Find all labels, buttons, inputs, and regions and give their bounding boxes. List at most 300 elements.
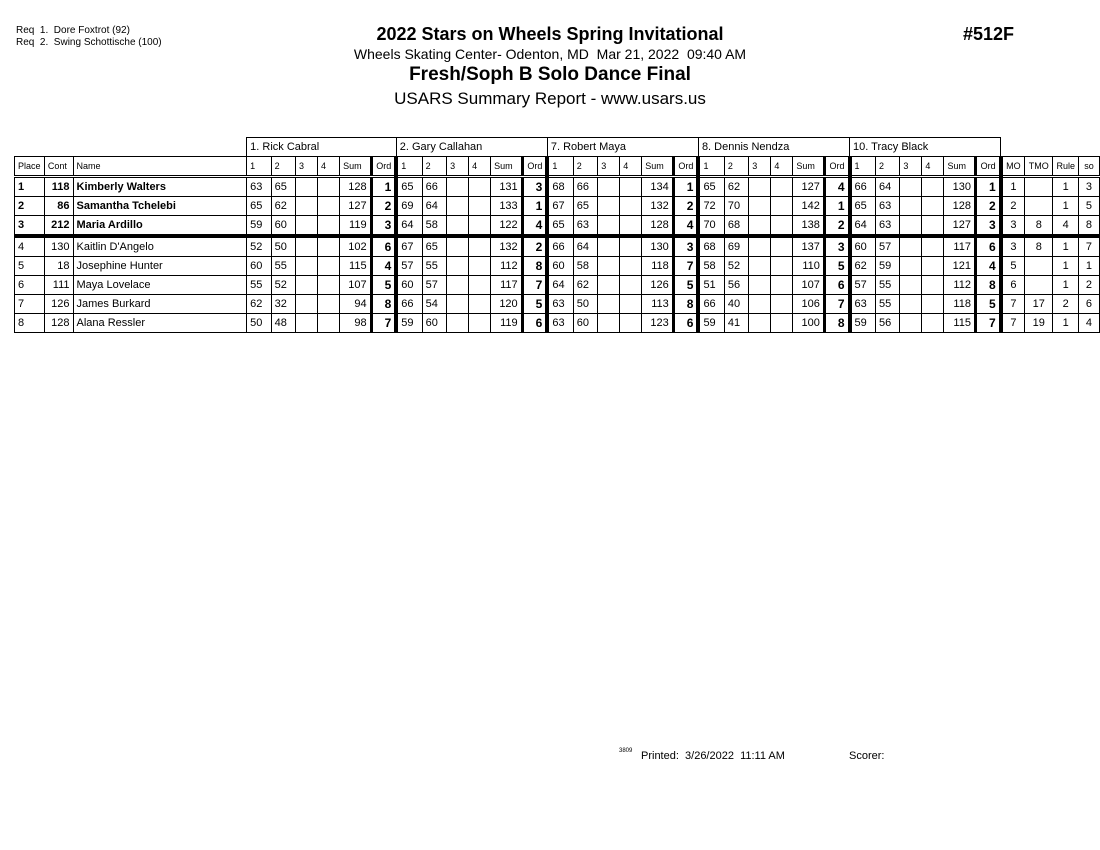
score-sum: 98 — [340, 314, 372, 333]
score: 58 — [422, 216, 446, 237]
score: 41 — [724, 314, 748, 333]
skater-name: Samantha Tchelebi — [73, 197, 247, 216]
score — [469, 177, 491, 197]
contestant-number: 18 — [44, 257, 73, 276]
score: 63 — [547, 314, 573, 333]
score: 48 — [271, 314, 295, 333]
score: 56 — [724, 276, 748, 295]
score: 70 — [698, 216, 724, 237]
score — [900, 177, 922, 197]
score-sum: 142 — [793, 197, 825, 216]
score — [749, 177, 771, 197]
score: 65 — [850, 197, 876, 216]
score — [900, 197, 922, 216]
score — [469, 276, 491, 295]
ordinal: 4 — [371, 257, 396, 276]
score — [318, 216, 340, 237]
so: 6 — [1078, 295, 1099, 314]
score-sum: 128 — [340, 177, 372, 197]
ordinal: 8 — [673, 295, 698, 314]
score: 63 — [547, 295, 573, 314]
score — [318, 197, 340, 216]
score — [469, 314, 491, 333]
score-sum: 102 — [340, 236, 372, 257]
spacer — [15, 138, 247, 157]
judge-name: 2. Gary Callahan — [396, 138, 547, 157]
score — [296, 236, 318, 257]
score — [469, 216, 491, 237]
col-rule: Rule — [1053, 157, 1079, 177]
score: 62 — [724, 177, 748, 197]
tmo: 8 — [1025, 216, 1053, 237]
ordinal: 1 — [975, 177, 1000, 197]
rule: 1 — [1053, 257, 1079, 276]
mo: 2 — [1001, 197, 1025, 216]
ordinal: 6 — [522, 314, 547, 333]
skater-name: Maya Lovelace — [73, 276, 247, 295]
score-sum: 106 — [793, 295, 825, 314]
score: 52 — [271, 276, 295, 295]
score — [296, 295, 318, 314]
ordinal: 7 — [673, 257, 698, 276]
score — [447, 216, 469, 237]
score-sum: 94 — [340, 295, 372, 314]
score — [749, 314, 771, 333]
score: 64 — [547, 276, 573, 295]
col-sum: Sum — [944, 157, 976, 177]
judge-name: 10. Tracy Black — [850, 138, 1001, 157]
ordinal: 6 — [371, 236, 396, 257]
score — [296, 314, 318, 333]
skater-name: Kimberly Walters — [73, 177, 247, 197]
venue-line: Wheels Skating Center- Odenton, MD Mar 21, 2022 09:40 AM — [353, 46, 747, 62]
col-sum: Sum — [491, 157, 523, 177]
column-header-row — [15, 157, 1100, 177]
score-sum: 107 — [793, 276, 825, 295]
score: 63 — [850, 295, 876, 314]
score-sum: 112 — [491, 257, 523, 276]
score: 64 — [573, 236, 597, 257]
score-sum: 115 — [944, 314, 976, 333]
score-sum: 127 — [793, 177, 825, 197]
rule: 1 — [1053, 197, 1079, 216]
rule: 1 — [1053, 276, 1079, 295]
score — [598, 216, 620, 237]
ordinal: 7 — [522, 276, 547, 295]
score: 66 — [422, 177, 446, 197]
col-s4: 4 — [318, 157, 340, 177]
score: 66 — [573, 177, 597, 197]
score-sum: 119 — [491, 314, 523, 333]
score-sum: 126 — [642, 276, 674, 295]
score: 69 — [724, 236, 748, 257]
score — [598, 177, 620, 197]
ordinal: 8 — [824, 314, 849, 333]
ordinal: 1 — [673, 177, 698, 197]
score: 66 — [547, 236, 573, 257]
score: 68 — [724, 216, 748, 237]
contestant-number: 111 — [44, 276, 73, 295]
col-s1: 1 — [396, 157, 422, 177]
score — [296, 216, 318, 237]
score-sum: 110 — [793, 257, 825, 276]
score-sum: 137 — [793, 236, 825, 257]
table-row — [15, 276, 1100, 295]
score — [598, 236, 620, 257]
col-sum: Sum — [340, 157, 372, 177]
score — [620, 276, 642, 295]
score — [469, 236, 491, 257]
ordinal: 3 — [673, 236, 698, 257]
col-s2: 2 — [422, 157, 446, 177]
col-s3: 3 — [900, 157, 922, 177]
score — [620, 257, 642, 276]
ordinal: 4 — [522, 216, 547, 237]
score-sum: 130 — [642, 236, 674, 257]
score: 64 — [396, 216, 422, 237]
ordinal: 6 — [975, 236, 1000, 257]
score: 65 — [247, 197, 271, 216]
contestant-number: 128 — [44, 314, 73, 333]
event-number: #512F — [963, 24, 1015, 44]
mo: 6 — [1001, 276, 1025, 295]
score — [620, 216, 642, 237]
score — [771, 257, 793, 276]
score — [620, 177, 642, 197]
score — [296, 197, 318, 216]
score: 52 — [724, 257, 748, 276]
score: 59 — [247, 216, 271, 237]
score: 72 — [698, 197, 724, 216]
report-title: USARS Summary Report - www.usars.us — [394, 89, 706, 108]
ordinal: 6 — [673, 314, 698, 333]
col-s1: 1 — [850, 157, 876, 177]
score — [620, 295, 642, 314]
tmo — [1025, 177, 1053, 197]
ordinal: 2 — [975, 197, 1000, 216]
scorer-label: Scorer: — [849, 750, 885, 762]
score-sum: 107 — [340, 276, 372, 295]
col-s4: 4 — [771, 157, 793, 177]
score: 54 — [422, 295, 446, 314]
score: 67 — [547, 197, 573, 216]
score — [620, 236, 642, 257]
score — [447, 177, 469, 197]
score: 68 — [547, 177, 573, 197]
skater-name: James Burkard — [73, 295, 247, 314]
mo: 7 — [1001, 295, 1025, 314]
score: 68 — [698, 236, 724, 257]
score — [469, 257, 491, 276]
ordinal: 2 — [673, 197, 698, 216]
so: 3 — [1078, 177, 1099, 197]
col-tmo: TMO — [1025, 157, 1053, 177]
score: 58 — [698, 257, 724, 276]
score: 65 — [422, 236, 446, 257]
score — [771, 314, 793, 333]
mo: 3 — [1001, 216, 1025, 237]
place: 7 — [15, 295, 45, 314]
score: 55 — [875, 276, 899, 295]
col-s1: 1 — [547, 157, 573, 177]
mo: 7 — [1001, 314, 1025, 333]
col-place: Place — [15, 157, 45, 177]
score — [922, 177, 944, 197]
ordinal: 7 — [975, 314, 1000, 333]
score — [749, 236, 771, 257]
score-sum: 133 — [491, 197, 523, 216]
required-dances — [16, 25, 162, 49]
score — [620, 314, 642, 333]
score: 67 — [396, 236, 422, 257]
mo: 1 — [1001, 177, 1025, 197]
score: 56 — [875, 314, 899, 333]
score — [318, 257, 340, 276]
score-sum: 132 — [642, 197, 674, 216]
ordinal: 2 — [371, 197, 396, 216]
score: 60 — [396, 276, 422, 295]
rule: 2 — [1053, 295, 1079, 314]
contestant-number: 86 — [44, 197, 73, 216]
score — [296, 276, 318, 295]
score — [447, 276, 469, 295]
ordinal: 5 — [673, 276, 698, 295]
mo: 5 — [1001, 257, 1025, 276]
judge-name: 7. Robert Maya — [547, 138, 698, 157]
tmo — [1025, 257, 1053, 276]
spacer — [1001, 138, 1100, 157]
col-s1: 1 — [247, 157, 271, 177]
score: 63 — [875, 197, 899, 216]
ordinal: 1 — [824, 197, 849, 216]
score-sum: 122 — [491, 216, 523, 237]
place: 3 — [15, 216, 45, 237]
score — [900, 314, 922, 333]
score: 60 — [422, 314, 446, 333]
score: 57 — [396, 257, 422, 276]
col-cont: Cont — [44, 157, 73, 177]
ordinal: 7 — [824, 295, 849, 314]
score: 62 — [850, 257, 876, 276]
score — [447, 197, 469, 216]
competition-title: 2022 Stars on Wheels Spring Invitational — [376, 24, 724, 44]
place: 8 — [15, 314, 45, 333]
score: 65 — [547, 216, 573, 237]
ordinal: 5 — [371, 276, 396, 295]
score-sum: 131 — [491, 177, 523, 197]
score — [749, 197, 771, 216]
ordinal: 1 — [371, 177, 396, 197]
judge-name: 8. Dennis Nendza — [698, 138, 849, 157]
place: 1 — [15, 177, 45, 197]
skater-name: Alana Ressler — [73, 314, 247, 333]
score: 64 — [422, 197, 446, 216]
score-sum: 118 — [944, 295, 976, 314]
score — [598, 276, 620, 295]
score — [296, 177, 318, 197]
score — [771, 276, 793, 295]
score-sum: 119 — [340, 216, 372, 237]
tmo: 8 — [1025, 236, 1053, 257]
score — [922, 216, 944, 237]
score: 62 — [247, 295, 271, 314]
score — [900, 276, 922, 295]
col-s4: 4 — [469, 157, 491, 177]
score: 65 — [396, 177, 422, 197]
ordinal: 5 — [975, 295, 1000, 314]
ordinal: 3 — [975, 216, 1000, 237]
col-s2: 2 — [271, 157, 295, 177]
score: 40 — [724, 295, 748, 314]
ordinal: 6 — [824, 276, 849, 295]
ordinal: 3 — [824, 236, 849, 257]
col-name: Name — [73, 157, 247, 177]
score-sum: 117 — [491, 276, 523, 295]
event-title: Fresh/Soph B Solo Dance Final — [409, 64, 691, 85]
score — [922, 257, 944, 276]
score — [598, 295, 620, 314]
score-sum: 113 — [642, 295, 674, 314]
results-table — [14, 137, 1100, 333]
ordinal: 4 — [975, 257, 1000, 276]
place: 4 — [15, 236, 45, 257]
so: 1 — [1078, 257, 1099, 276]
score: 52 — [247, 236, 271, 257]
score — [922, 197, 944, 216]
col-s2: 2 — [875, 157, 899, 177]
tmo — [1025, 197, 1053, 216]
rule: 1 — [1053, 314, 1079, 333]
rule: 4 — [1053, 216, 1079, 237]
score — [469, 197, 491, 216]
skater-name: Maria Ardillo — [73, 216, 247, 237]
score — [749, 257, 771, 276]
score: 59 — [396, 314, 422, 333]
tmo: 17 — [1025, 295, 1053, 314]
printed-timestamp: Printed: 3/26/2022 11:11 AM — [641, 750, 785, 762]
score: 55 — [875, 295, 899, 314]
ordinal: 1 — [522, 197, 547, 216]
score: 57 — [422, 276, 446, 295]
score — [318, 236, 340, 257]
score: 65 — [573, 197, 597, 216]
col-s4: 4 — [620, 157, 642, 177]
score-sum: 118 — [642, 257, 674, 276]
score — [922, 236, 944, 257]
score-sum: 128 — [642, 216, 674, 237]
score: 59 — [698, 314, 724, 333]
table-row — [15, 197, 1100, 216]
skater-name: Josephine Hunter — [73, 257, 247, 276]
score: 50 — [573, 295, 597, 314]
score-sum: 121 — [944, 257, 976, 276]
contestant-number: 212 — [44, 216, 73, 237]
score — [598, 314, 620, 333]
score: 50 — [247, 314, 271, 333]
score-sum: 127 — [944, 216, 976, 237]
col-s3: 3 — [296, 157, 318, 177]
score-sum: 123 — [642, 314, 674, 333]
tmo: 19 — [1025, 314, 1053, 333]
ordinal: 8 — [975, 276, 1000, 295]
score: 55 — [271, 257, 295, 276]
score — [447, 295, 469, 314]
col-ord: Ord — [975, 157, 1000, 177]
score — [900, 257, 922, 276]
ordinal: 3 — [371, 216, 396, 237]
score: 63 — [247, 177, 271, 197]
judge-name: 1. Rick Cabral — [247, 138, 397, 157]
score-sum: 112 — [944, 276, 976, 295]
rule: 1 — [1053, 236, 1079, 257]
score — [771, 295, 793, 314]
score — [771, 236, 793, 257]
contestant-number: 130 — [44, 236, 73, 257]
score — [922, 295, 944, 314]
score — [447, 314, 469, 333]
score: 64 — [850, 216, 876, 237]
so: 7 — [1078, 236, 1099, 257]
col-s2: 2 — [573, 157, 597, 177]
score — [771, 177, 793, 197]
table-row — [15, 314, 1100, 333]
col-ord: Ord — [371, 157, 396, 177]
col-ord: Ord — [522, 157, 547, 177]
score: 32 — [271, 295, 295, 314]
score — [598, 257, 620, 276]
score: 55 — [247, 276, 271, 295]
ordinal: 8 — [371, 295, 396, 314]
ordinal: 5 — [522, 295, 547, 314]
score: 63 — [875, 216, 899, 237]
score: 66 — [850, 177, 876, 197]
ordinal: 2 — [824, 216, 849, 237]
score — [749, 276, 771, 295]
score: 62 — [271, 197, 295, 216]
score: 66 — [396, 295, 422, 314]
score — [771, 216, 793, 237]
score — [620, 197, 642, 216]
ordinal: 5 — [824, 257, 849, 276]
score-sum: 130 — [944, 177, 976, 197]
score-sum: 128 — [944, 197, 976, 216]
score: 59 — [850, 314, 876, 333]
tmo — [1025, 276, 1053, 295]
score: 60 — [850, 236, 876, 257]
table-row — [15, 295, 1100, 314]
col-ord: Ord — [824, 157, 849, 177]
table-row — [15, 216, 1100, 237]
score: 65 — [271, 177, 295, 197]
table-row — [15, 236, 1100, 257]
report-code: 3809 — [619, 748, 633, 754]
score — [598, 197, 620, 216]
score — [749, 216, 771, 237]
place: 2 — [15, 197, 45, 216]
score: 60 — [573, 314, 597, 333]
score-sum: 127 — [340, 197, 372, 216]
ordinal: 2 — [522, 236, 547, 257]
score: 50 — [271, 236, 295, 257]
table-row — [15, 177, 1100, 197]
score: 57 — [875, 236, 899, 257]
score — [318, 276, 340, 295]
score: 64 — [875, 177, 899, 197]
contestant-number: 126 — [44, 295, 73, 314]
col-s3: 3 — [447, 157, 469, 177]
score: 60 — [271, 216, 295, 237]
score-sum: 117 — [944, 236, 976, 257]
